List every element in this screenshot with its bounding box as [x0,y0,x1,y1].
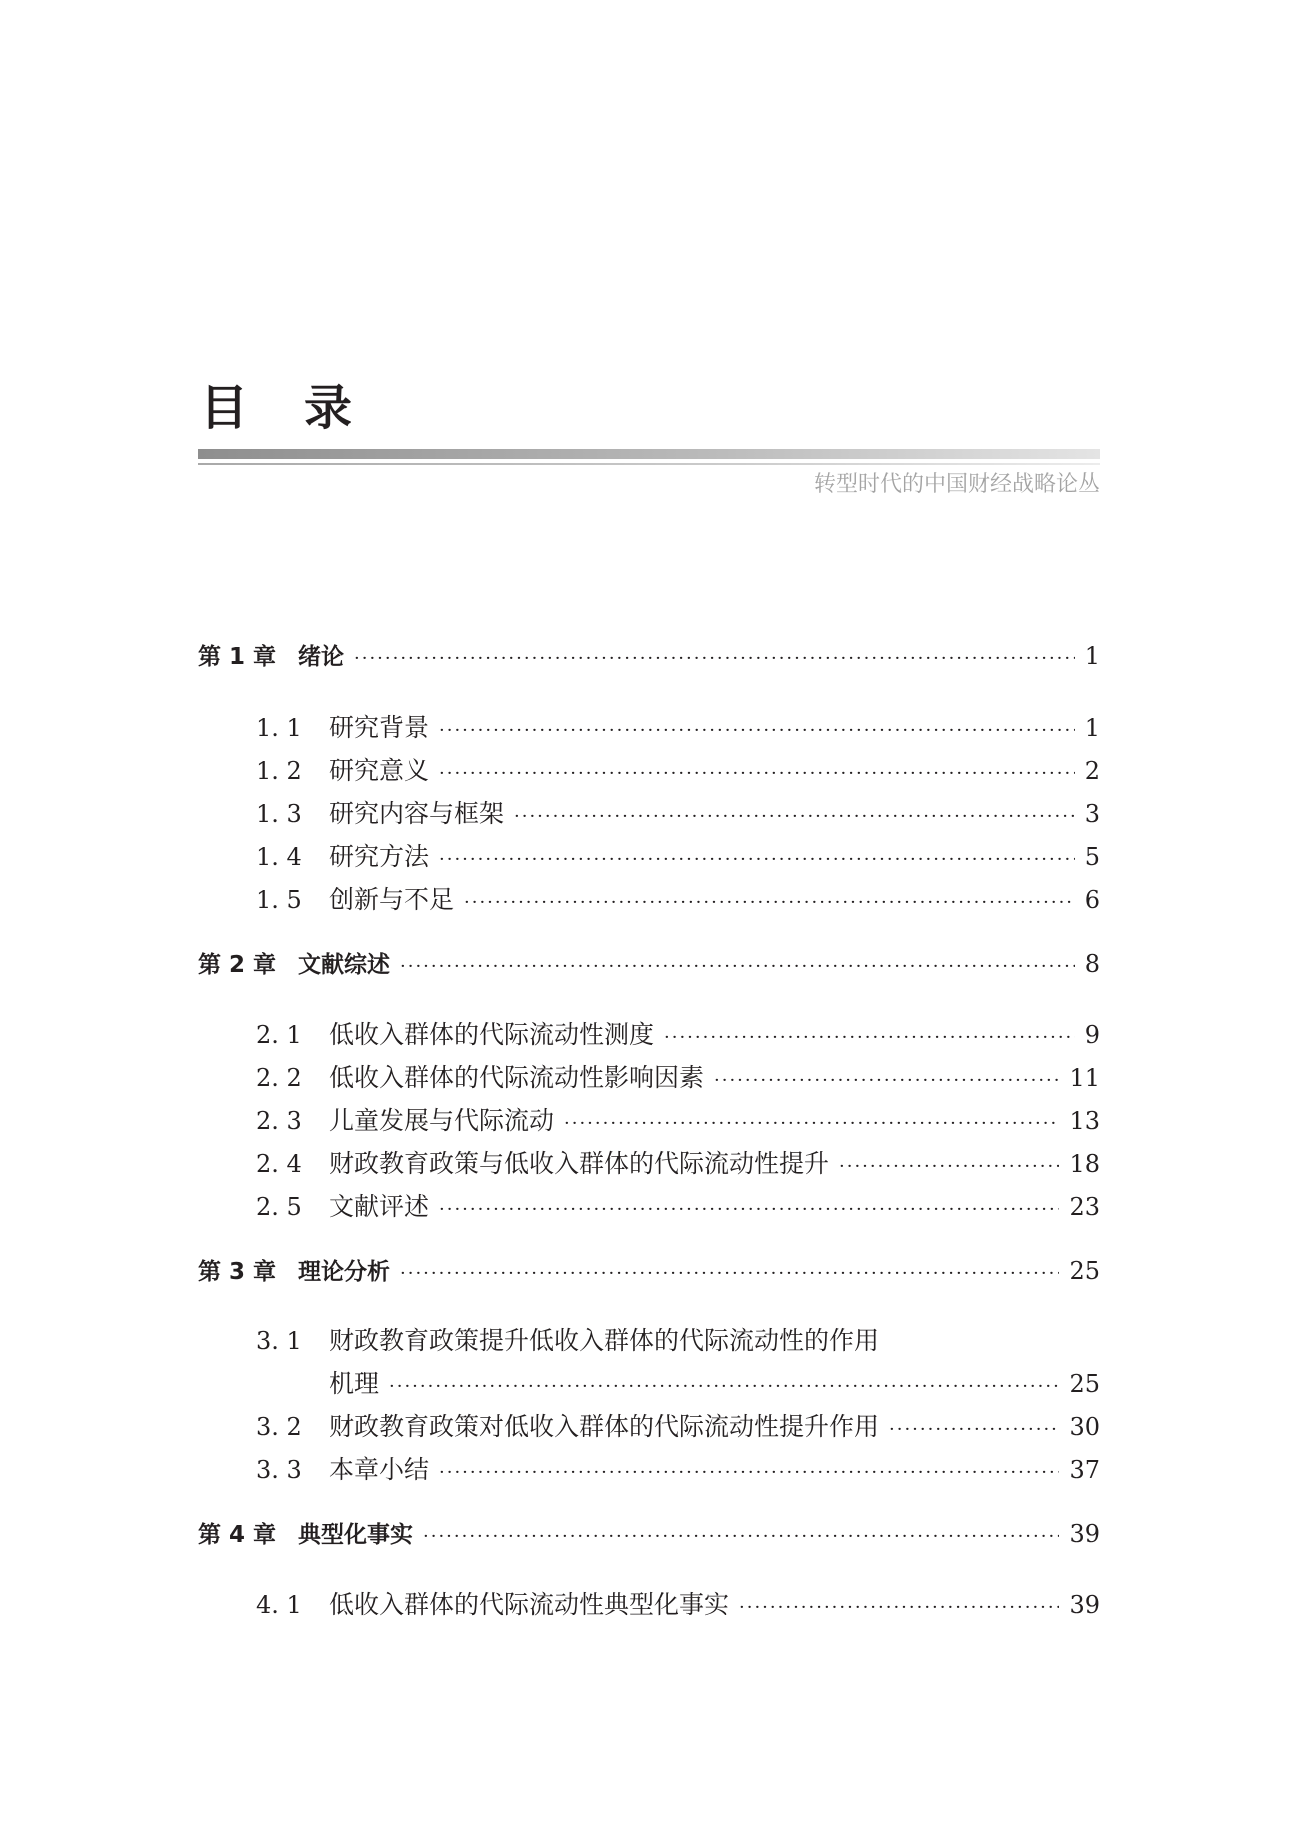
toc-dot-leader [439,1462,1059,1483]
toc-section-row[interactable] [256,1407,1100,1441]
toc-dot-leader [423,1526,1059,1547]
toc-section-row[interactable] [256,880,1100,914]
series-name: 转型时代的中国财经战略论丛 [813,472,1100,497]
toc-section-title: 儿童发展与代际流动 [329,1106,555,1135]
toc-section-number: 2. 1 [256,1021,302,1049]
toc-section-title: 研究方法 [329,842,430,871]
toc-section-title: 财政教育政策提升低收入群体的代际流动性的作用 [329,1326,880,1355]
toc-section-row[interactable] [256,1015,1100,1049]
toc-section-number: 1. 1 [256,714,302,742]
toc-section-title: 研究内容与框架 [329,799,505,828]
toc-dot-leader [389,1376,1059,1397]
toc-dot-leader [714,1070,1059,1091]
toc-page-number: 1 [1084,714,1100,742]
toc-section-row[interactable] [256,1144,1100,1178]
toc-chapter-title: 理论分析 [298,1259,390,1285]
toc-dot-leader [439,720,1075,741]
toc-chapter-label: 第 2 章 [198,952,277,978]
toc-chapter-row[interactable] [198,1516,1100,1550]
toc-chapter-label: 第 3 章 [198,1259,277,1285]
toc-section-row[interactable] [256,1321,1100,1355]
toc-section-row[interactable] [256,751,1100,785]
toc-page-number: 11 [1069,1064,1100,1092]
toc-page-number: 39 [1069,1591,1100,1619]
toc-section-title: 研究背景 [329,713,430,742]
toc-chapter-title: 典型化事实 [298,1522,413,1548]
toc-chapter-row[interactable] [198,1253,1100,1287]
toc-section-row[interactable] [256,1101,1100,1135]
toc-section-title: 研究意义 [329,756,430,785]
toc-page-number: 25 [1069,1370,1100,1398]
toc-section-number: 3. 3 [256,1456,302,1484]
toc-page-number: 13 [1069,1107,1100,1135]
toc-section-title: 创新与不足 [329,885,455,914]
toc-dot-leader [400,956,1075,977]
toc-section-title: 本章小结 [329,1455,430,1484]
toc-dot-leader [439,849,1075,870]
toc-section-number: 1. 3 [256,800,302,828]
toc-page-number: 3 [1084,800,1100,828]
toc-page-number: 23 [1069,1193,1100,1221]
toc-section-row[interactable] [256,794,1100,828]
toc-chapter-title: 文献综述 [298,952,390,978]
toc-chapter-label: 第 4 章 [198,1522,277,1548]
toc-dot-leader [889,1419,1059,1440]
toc-dot-leader [439,1199,1059,1220]
toc-page-number: 30 [1069,1413,1100,1441]
toc-section-row[interactable] [256,1058,1100,1092]
toc-page-number: 18 [1069,1150,1100,1178]
toc-chapter-label: 第 1 章 [198,644,277,670]
toc-section-title: 机理 [329,1369,380,1398]
toc-dot-leader [439,763,1075,784]
toc-section-number: 2. 5 [256,1193,302,1221]
toc-section-number: 1. 4 [256,843,302,871]
toc-section-number: 1. 5 [256,886,302,914]
toc-chapter-row[interactable] [198,946,1100,980]
toc-chapter-row[interactable] [198,638,1100,672]
toc-section-title: 低收入群体的代际流动性测度 [329,1020,655,1049]
toc-chapter-title: 绪论 [298,644,344,670]
toc-dot-leader [400,1263,1059,1284]
toc-section-title: 低收入群体的代际流动性典型化事实 [329,1590,730,1619]
toc-dot-leader [564,1113,1059,1134]
toc-section-number: 4. 1 [256,1591,302,1619]
toc-page-number: 39 [1069,1520,1100,1548]
toc-page-number: 1 [1084,642,1100,670]
toc-page-number: 5 [1084,843,1100,871]
toc-section-row[interactable] [256,1187,1100,1221]
toc-section-title: 财政教育政策与低收入群体的代际流动性提升 [329,1149,830,1178]
toc-dot-leader [664,1027,1075,1048]
toc-page-number: 25 [1069,1257,1100,1285]
toc-section-title: 财政教育政策对低收入群体的代际流动性提升作用 [329,1412,880,1441]
toc-page-number: 37 [1069,1456,1100,1484]
toc-section-number: 2. 3 [256,1107,302,1135]
toc-section-number: 3. 2 [256,1413,302,1441]
toc-section-title: 文献评述 [329,1192,430,1221]
toc-section-number: 1. 2 [256,757,302,785]
toc-section-number: 3. 1 [256,1327,302,1355]
toc-page-number: 2 [1084,757,1100,785]
toc-section-number: 2. 4 [256,1150,302,1178]
toc-section-number: 2. 2 [256,1064,302,1092]
toc-section-row[interactable] [256,1450,1100,1484]
toc-section-row[interactable] [256,837,1100,871]
toc-dot-leader [354,648,1075,669]
toc-page-number: 6 [1084,886,1100,914]
toc-page-number: 8 [1084,950,1100,978]
toc-section-title: 低收入群体的代际流动性影响因素 [329,1063,705,1092]
toc-dot-leader [464,892,1075,913]
page-title: 目录 [200,380,409,436]
toc-page-number: 9 [1084,1021,1100,1049]
toc-dot-leader [839,1156,1059,1177]
toc-section-row[interactable] [256,708,1100,742]
toc-section-row[interactable] [256,1585,1100,1619]
toc-dot-leader [739,1597,1059,1618]
toc-section-row[interactable] [329,1364,1100,1398]
toc-dot-leader [514,806,1075,827]
